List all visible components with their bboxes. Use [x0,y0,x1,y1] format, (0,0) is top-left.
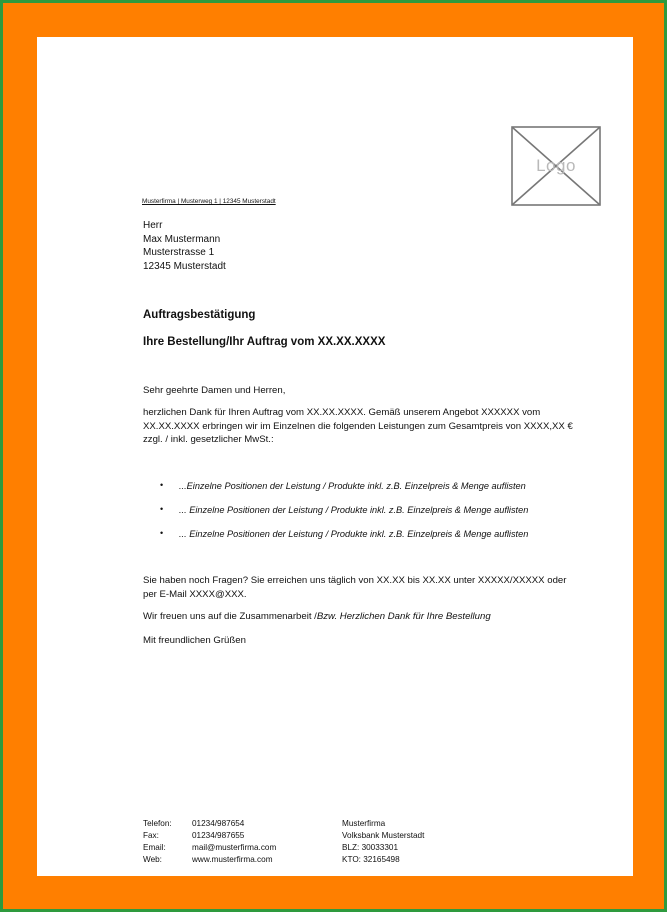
footer-value: 01234/987654 [192,819,245,828]
footer-label: Telefon: [143,819,172,828]
thanks-text: Wir freuen uns auf die Zusammenarbeit / [143,611,317,622]
bullet-icon: • [160,504,164,514]
footer-value: www.musterfirma.com [192,855,273,864]
list-item-text: ...Einzelne Positionen der Leistung / Produkte inkl. z.B. Einzelpreis & Menge auflisten [179,481,526,491]
footer-bank-info: KTO: 32165498 [342,855,400,864]
list-item-text: ... Einzelne Positionen der Leistung / Produkte inkl. z.B. Einzelpreis & Menge auflisten [179,505,529,515]
intro-paragraph [143,406,573,447]
questions-line: Sie haben noch Fragen? Sie erreichen uns täglich von XX.XX bis XX.XX unter XXXXX/XXXXX oder [143,575,567,586]
intro-line: XX.XX.XXXX erbringen wir im Einzelnen die folgenden Leistungen zum Gesamtpreis von XXXX,XX € [143,420,573,432]
order-reference-heading: Ihre Bestellung/Ihr Auftrag vom XX.XX.XXXX [143,336,386,348]
bullet-icon: • [160,480,164,490]
thanks-alternative-text: Bzw. Herzlichen Dank für Ihre Bestellung [316,611,491,622]
list-item-text: ... Einzelne Positionen der Leistung / Produkte inkl. z.B. Einzelpreis & Menge auflisten [179,529,529,539]
footer-bank-info: BLZ: 30033301 [342,843,398,852]
recipient-line: Musterstrasse 1 [143,247,215,258]
logo-placeholder [511,126,601,206]
footer-label: Web: [143,855,162,864]
footer-label: Email: [143,843,166,852]
footer-label: Fax: [143,831,159,840]
questions-line: per E-Mail XXXX@XXX. [143,588,247,600]
salutation: Sehr geehrte Damen und Herren, [143,385,286,396]
footer-value: mail@musterfirma.com [192,843,277,852]
questions-paragraph [143,574,566,601]
recipient-line: 12345 Musterstadt [143,260,226,272]
subject-heading: Auftragsbestätigung [143,309,256,321]
letter-page [37,37,633,876]
intro-line: herzlichen Dank für Ihren Auftrag vom XX.XX.XXXX. Gemäß unserem Angebot XXXXXX vom [143,407,541,418]
recipient-line: Max Mustermann [143,233,221,245]
intro-line: zzgl. / inkl. gesetzlicher MwSt.: [143,434,274,445]
thanks-line [143,610,491,624]
logo-label: Logo [536,156,576,175]
footer-bank-info: Volksbank Musterstadt [342,831,425,840]
sender-line: Musterfirma | Musterweg 1 | 12345 Musterstadt [142,198,276,205]
recipient-address [143,219,226,273]
bullet-icon: • [160,528,164,538]
footer-value: 01234/987655 [192,831,245,840]
footer-bank-info: Musterfirma [342,819,386,828]
recipient-line: Herr [143,220,163,231]
closing-line: Mit freundlichen Grüßen [143,635,246,646]
